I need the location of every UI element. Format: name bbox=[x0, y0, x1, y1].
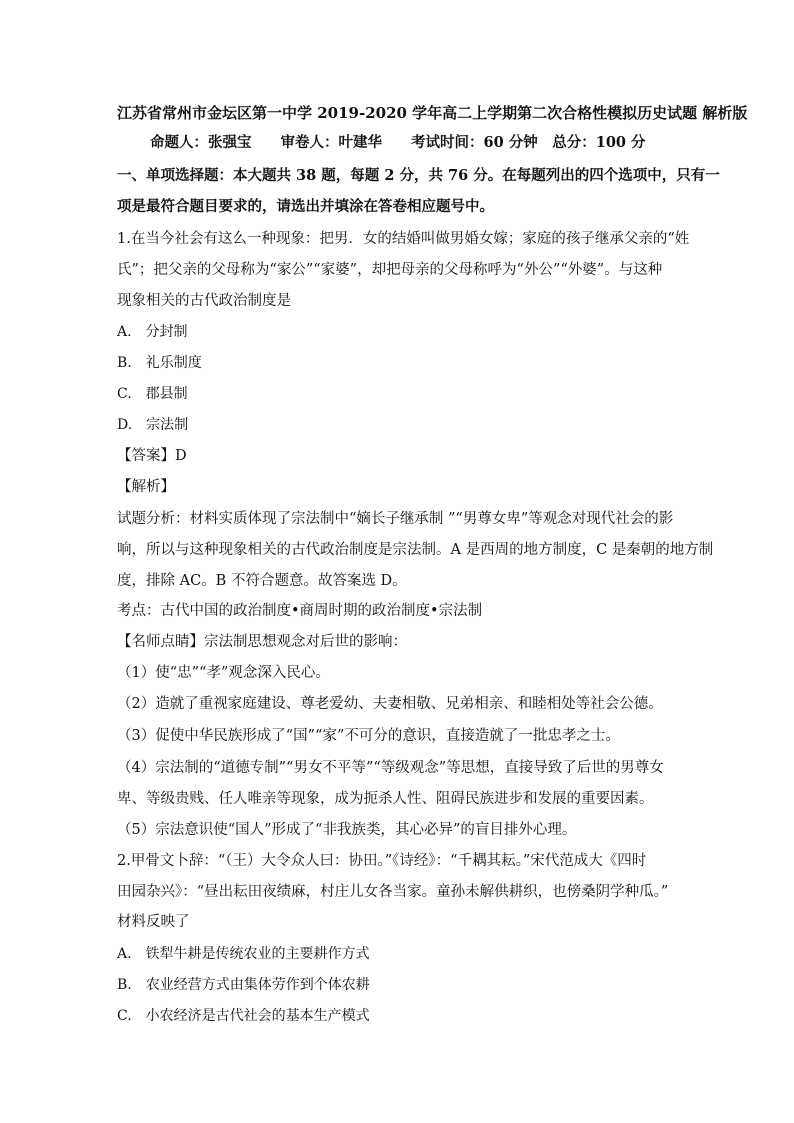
q1-analysis-line-3: 度，排除 AC。B 不符合题意。故答案选 D。 bbox=[117, 573, 407, 589]
q2-stem-line-3: 材料反映了 bbox=[117, 914, 190, 930]
q1-stem-line-1: 1.在当今社会有这么一种现象：把男．女的结婚叫做男婚女嫁；家庭的孩子继承父亲的“姓 bbox=[117, 231, 690, 247]
q1-option-a: A. 分封制 bbox=[117, 324, 188, 340]
q2-option-b: B. 农业经营方式由集体劳作到个体农耕 bbox=[117, 977, 370, 993]
q2-stem-line-2: 田园杂兴》：“昼出耘田夜绩麻，村庄儿女各当家。童孙未解供耕织，也傍桑阴学种瓜。” bbox=[117, 884, 669, 900]
meta-line: 命题人：张强宝 审卷人：叶建华 考试时间：60 分钟 总分：100 分 bbox=[150, 134, 646, 151]
q1-option-c: C. 郡县制 bbox=[117, 386, 188, 402]
q1-analysis-heading: 【解析】 bbox=[117, 479, 175, 495]
q2-stem-line-1: 2.甲骨文卜辞：“（王）大令众人曰：协田。”《诗经》：“千耦其耘。”宋代范成大《四时 bbox=[117, 853, 647, 869]
q1-point-4-line-2: 卑、等级贵贱、任人唯亲等现象，成为扼杀人性、阻碍民族进步和发展的重要因素。 bbox=[117, 791, 654, 807]
q2-option-c: C. 小农经济是古代社会的基本生产模式 bbox=[117, 1008, 370, 1024]
q1-point-1: （1）使“忠”“孝”观念深入民心。 bbox=[117, 665, 330, 681]
q1-answer: 【答案】D bbox=[117, 448, 187, 464]
q1-kaodian: 考点：古代中国的政治制度•商周时期的政治制度•宗法制 bbox=[117, 603, 483, 619]
q1-point-3: （3）促使中华民族形成了“国”“家”不可分的意识，直接造就了一批忠孝之士。 bbox=[117, 728, 620, 744]
q2-option-a: A. 铁犁牛耕是传统农业的主要耕作方式 bbox=[117, 946, 370, 962]
q1-stem-line-2: 氏”；把父亲的父母称为“家公”“家婆”，却把母亲的父母称呼为“外公”“外婆”。与这种 bbox=[117, 262, 663, 278]
q1-stem-line-3: 现象相关的古代政治制度是 bbox=[117, 293, 291, 309]
section-heading: 一、单项选择题：本大题共 38 题，每题 2 分，共 76 分。在每题列出的四个选项中，只有一 bbox=[117, 167, 720, 184]
q1-mingshi-dianjing: 【名师点睛】宗法制思想观念对后世的影响： bbox=[117, 634, 407, 650]
q1-analysis-line-1: 试题分析：材料实质体现了宗法制中“嫡长子继承制 ”“男尊女卑”等观念对现代社会的影 bbox=[117, 511, 674, 527]
q1-option-b: B. 礼乐制度 bbox=[117, 355, 202, 371]
q1-point-2: （2）造就了重视家庭建设、尊老爱幼、夫妻相敬、兄弟相亲、和睦相处等社会公德。 bbox=[117, 696, 663, 712]
section-heading-continued: 项是最符合题目要求的，请选出并填涂在答卷相应题号中。 bbox=[117, 198, 494, 215]
q1-option-d: D. 宗法制 bbox=[117, 417, 189, 433]
q1-analysis-line-2: 响，所以与这种现象相关的古代政治制度是宗法制。A 是西周的地方制度，C 是秦朝的地方制 bbox=[117, 542, 714, 558]
q1-point-5: （5）宗法意识使“国人”形成了“非我族类，其心必异”的盲目排外心理。 bbox=[117, 822, 577, 838]
q1-point-4-line-1: （4）宗法制的“道德专制”“男女不平等”“等级观念”等思想，直接导致了后世的男尊女 bbox=[117, 760, 664, 776]
document-title: 江苏省常州市金坛区第一中学 2019-2020 学年高二上学期第二次合格性模拟历史试题 解析版 bbox=[117, 104, 748, 122]
